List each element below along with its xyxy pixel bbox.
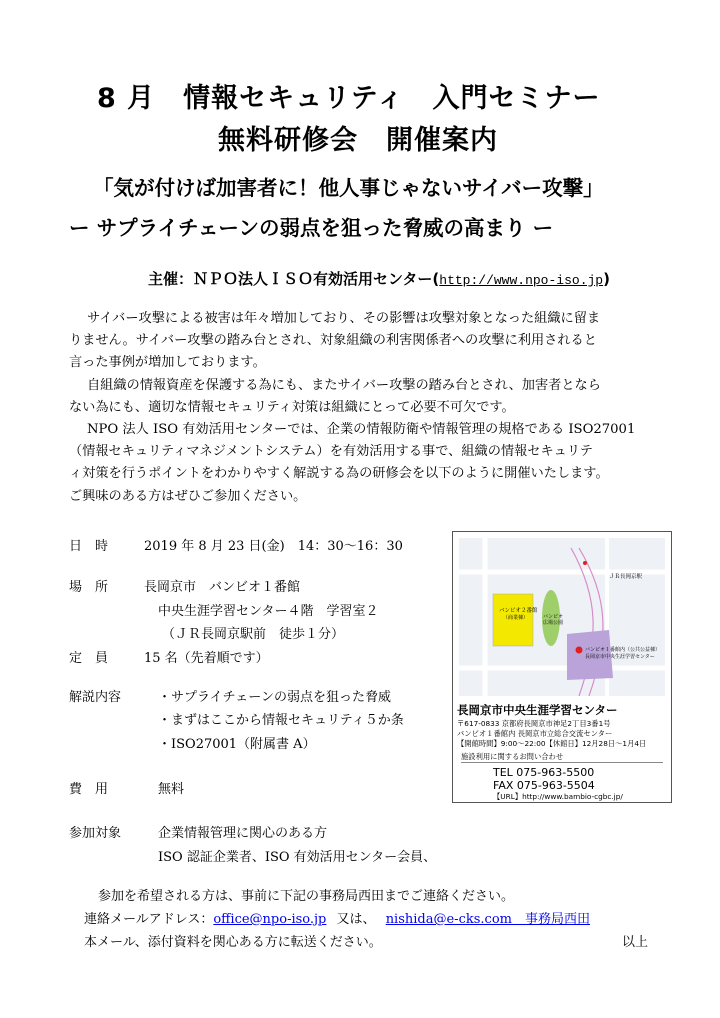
datetime-value: 2019 年 8 月 23 日(金) 14：30～16：30 [144, 539, 403, 554]
title-line-1: 8 月 情報セキュリティ 入門セミナー [97, 83, 601, 114]
tel-number: TEL 075-963-5500 [493, 766, 595, 779]
intro-line-9: ご興味のある方はぜひご参加ください。 [69, 489, 307, 504]
datetime-label: 日 時 [69, 539, 109, 554]
intro-line-6: NPO 法人 ISO 有効活用センターでは、企業の情報防衛や情報管理の規格である ISO27001 [87, 422, 636, 437]
intro-line-2: りません。サイバー攻撃の踏み台とされ、対象組織の利害関係者への攻撃に利用されると [69, 333, 597, 348]
subtitle-line-2: ー サプライチェーンの弱点を狙った脅威の高まり ー [69, 216, 554, 240]
center-address-2: バンビオ１番館内 長岡京市立総合交流センター [457, 729, 613, 738]
capacity-value: 15 名（先着順です） [144, 651, 269, 666]
mail-label: 連絡メールアドレス： [84, 912, 214, 927]
intro-line-3: 言った事例が増加しております。 [69, 355, 266, 370]
end-mark: 以上 [622, 935, 649, 950]
topic-item-3: ・ISO27001（附属書 A） [158, 737, 316, 752]
center-hours: 【開館時間】9:00～22:00【休館日】12月28日～1月4日 [457, 739, 647, 748]
map-label-park: バンビオ [543, 614, 564, 620]
map-label-station: ＪＲ長岡京駅 [609, 574, 643, 580]
map-label-bldg1-sub: 長岡京市中央生涯学習センター [585, 654, 655, 660]
topics-label: 解説内容 [69, 690, 122, 705]
venue-label: 場 所 [69, 580, 109, 595]
intro-line-1: サイバー攻撃による被害は年々増加しており、その影響は攻撃対象となった組織に留ま [87, 311, 601, 326]
center-name: 長岡京市中央生涯学習センター [457, 703, 618, 717]
intro-line-8: ィ対策を行うポイントをわかりやすく解説する為の研修会を以下のように開催いたします。 [69, 466, 609, 481]
venue-line-3: （ＪＲ長岡京駅前 徒歩１分） [162, 627, 345, 642]
inquiry-header: 施設利用に関するお問い合わせ [461, 752, 663, 763]
intro-line-4: 自組織の情報資産を保護する為にも、またサイバー攻撃の踏み台とされ、加害者となら [87, 378, 601, 393]
venue-map-card [452, 531, 672, 803]
mail-or: 又は、 [336, 912, 376, 927]
audience-line-1: 企業情報管理に関心のある方 [158, 826, 328, 841]
intro-line-7: （情報セキュリティマネジメントシステム）を有効活用する事で、組織の情報セキュリテ [69, 444, 593, 459]
subtitle-line-1: 「気が付けば加害者に！他人事じゃないサイバー攻撃」 [93, 176, 604, 200]
contact-line-3: 本メール、添付資料を関心ある方に転送ください。 [84, 935, 382, 950]
venue-line-2: 中央生涯学習センター４階 学習室２ [158, 604, 379, 619]
audience-line-2: ISO 認証企業者、ISO 有効活用センター会員、 [158, 850, 437, 865]
title-line-2: 無料研修会 開催案内 [218, 125, 498, 156]
audience-label: 参加対象 [69, 826, 122, 841]
fax-number: FAX 075-963-5504 [493, 779, 595, 792]
map-graphic [459, 538, 665, 696]
center-url: 【URL】http://www.bambio-cgbc.jp/ [493, 792, 623, 801]
venue-map [459, 538, 665, 696]
organizer-suffix: ) [603, 270, 610, 288]
station-marker [583, 561, 587, 565]
topic-item-2: ・まずはここから情報セキュリティ５か条 [158, 713, 404, 728]
email-link-office[interactable]: office@npo-iso.jp [213, 912, 327, 927]
fee-label: 費 用 [69, 782, 109, 797]
fee-value: 無料 [158, 782, 185, 797]
map-label-bldg2-sub: （商業棟） [503, 615, 529, 621]
organizer-line [148, 268, 610, 289]
email-link-nishida[interactable]: nishida@e-cks.com 事務局西田 [385, 912, 590, 927]
intro-line-5: ない為にも、適切な情報セキュリティ対策は組織にとって必要不可欠です。 [69, 400, 515, 415]
organizer-name: 主催：ＮＰＯ法人ＩＳＯ有効活用センター( [148, 270, 440, 288]
organizer-url-link[interactable]: http://www.npo-iso.jp [439, 273, 604, 288]
map-label-bldg2: バンビオ２番館 [499, 608, 538, 614]
contact-mail-line [84, 908, 590, 927]
topic-item-1: ・サプライチェーンの弱点を狙った脅威 [158, 690, 391, 705]
contact-line-1: 参加を希望される方は、事前に下記の事務局西田までご連絡ください。 [98, 889, 515, 904]
center-address: 〒617-0833 京都府長岡京市神足2丁目3番1号 [457, 719, 611, 728]
capacity-label: 定 員 [69, 651, 109, 666]
map-label-bldg1: バンビオ１番館内（公共公益棟） [585, 647, 661, 653]
location-pin [576, 647, 583, 654]
venue-line-1: 長岡京市 バンビオ１番館 [144, 580, 301, 595]
map-label-park-sub: 広場公園 [543, 620, 564, 626]
